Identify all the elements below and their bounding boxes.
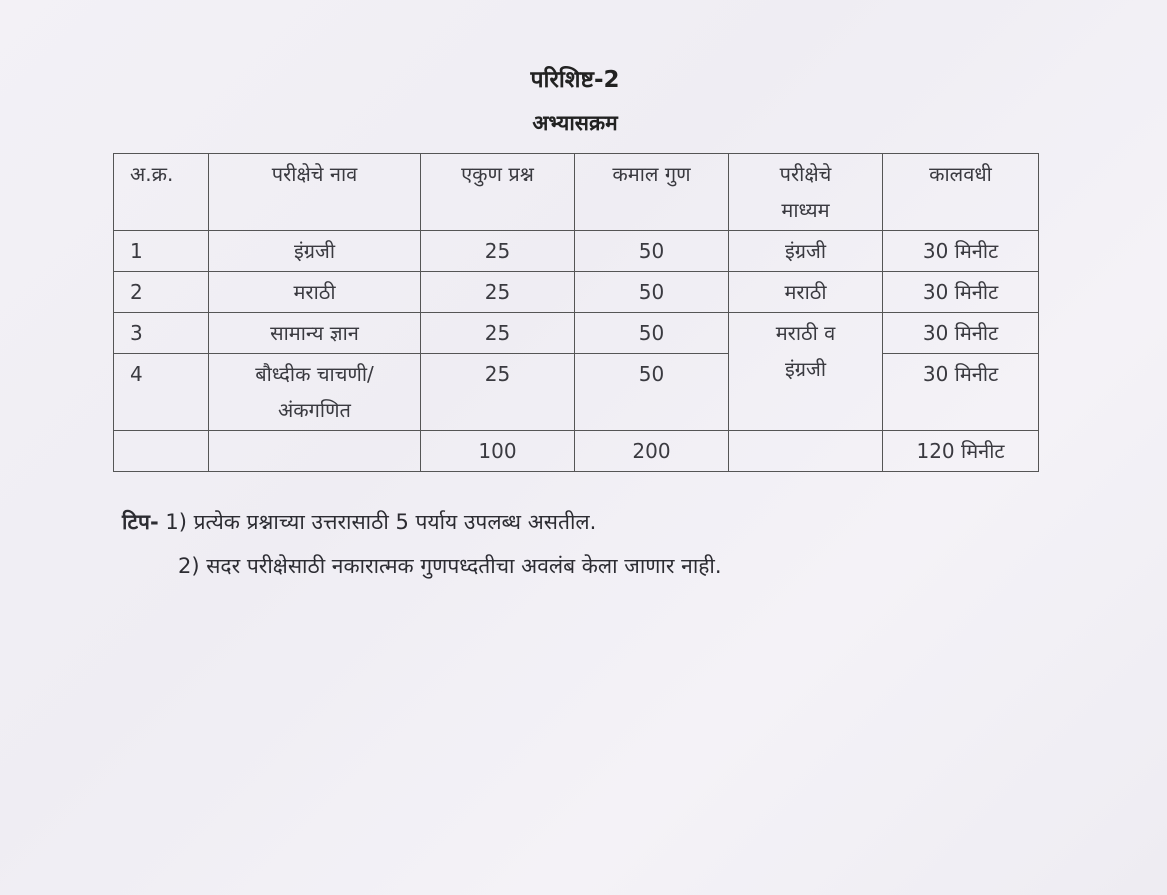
- note-line-1: [122, 500, 722, 544]
- table-header-row: [114, 154, 1039, 231]
- cell-questions: 25: [421, 272, 575, 313]
- cell-total-questions: 100: [421, 431, 575, 472]
- cell-marks: 50: [575, 313, 729, 354]
- cell-serial: 1: [114, 231, 209, 272]
- note-1-text: 1) प्रत्येक प्रश्नाच्या उत्तरासाठी 5 पर्याय उपलब्ध असतील.: [158, 510, 597, 534]
- cell-total-empty: [114, 431, 209, 472]
- appendix-title: परिशिष्ट-2: [530, 67, 620, 93]
- medium-merged-line2: इंग्रजी: [784, 357, 827, 381]
- header-medium: [729, 154, 883, 231]
- header-total-questions: एकुण प्रश्न: [421, 154, 575, 231]
- cell-marks: 50: [575, 231, 729, 272]
- cell-duration: 30 मिनीट: [883, 313, 1039, 354]
- table-row: [114, 231, 1039, 272]
- notes-section: [122, 500, 722, 588]
- cell-total-marks: 200: [575, 431, 729, 472]
- cell-medium-merged: [729, 313, 883, 431]
- cell-serial: 3: [114, 313, 209, 354]
- cell-marks: 50: [575, 272, 729, 313]
- header-medium-line1: परीक्षेचे: [779, 162, 832, 186]
- cell-serial: 2: [114, 272, 209, 313]
- syllabus-title: अभ्यासक्रम: [532, 111, 618, 135]
- syllabus-table: [113, 153, 1039, 472]
- cell-questions: 25: [421, 231, 575, 272]
- cell-total-duration: 120 मिनीट: [883, 431, 1039, 472]
- cell-exam-name: इंग्रजी: [209, 231, 421, 272]
- cell-exam-name: मराठी: [209, 272, 421, 313]
- table-total-row: [114, 431, 1039, 472]
- table-row: [114, 272, 1039, 313]
- table-row: [114, 313, 1039, 354]
- cell-total-empty: [209, 431, 421, 472]
- note-label: टिप-: [122, 510, 159, 534]
- cell-total-empty: [729, 431, 883, 472]
- cell-duration: 30 मिनीट: [883, 272, 1039, 313]
- cell-questions: 25: [421, 313, 575, 354]
- cell-questions: 25: [421, 354, 575, 431]
- cell-duration: 30 मिनीट: [883, 354, 1039, 431]
- header-max-marks: कमाल गुण: [575, 154, 729, 231]
- exam-name-line1: बौध्दीक चाचणी/: [255, 362, 374, 386]
- exam-name-line2: अंकगणित: [278, 398, 351, 422]
- cell-marks: 50: [575, 354, 729, 431]
- medium-merged-line1: मराठी व: [775, 321, 836, 345]
- header-medium-line2: माध्यम: [781, 198, 830, 222]
- header-duration: कालवधी: [883, 154, 1039, 231]
- header-exam-name: परीक्षेचे नाव: [209, 154, 421, 231]
- header-serial: अ.क्र.: [114, 154, 209, 231]
- cell-medium: इंग्रजी: [729, 231, 883, 272]
- cell-exam-name: सामान्य ज्ञान: [209, 313, 421, 354]
- cell-serial: 4: [114, 354, 209, 431]
- table-row: [114, 354, 1039, 431]
- cell-medium: मराठी: [729, 272, 883, 313]
- note-line-2: 2) सदर परीक्षेसाठी नकारात्मक गुणपध्दतीचा अवलंब केला जाणार नाही.: [178, 554, 722, 578]
- cell-duration: 30 मिनीट: [883, 231, 1039, 272]
- cell-exam-name: [209, 354, 421, 431]
